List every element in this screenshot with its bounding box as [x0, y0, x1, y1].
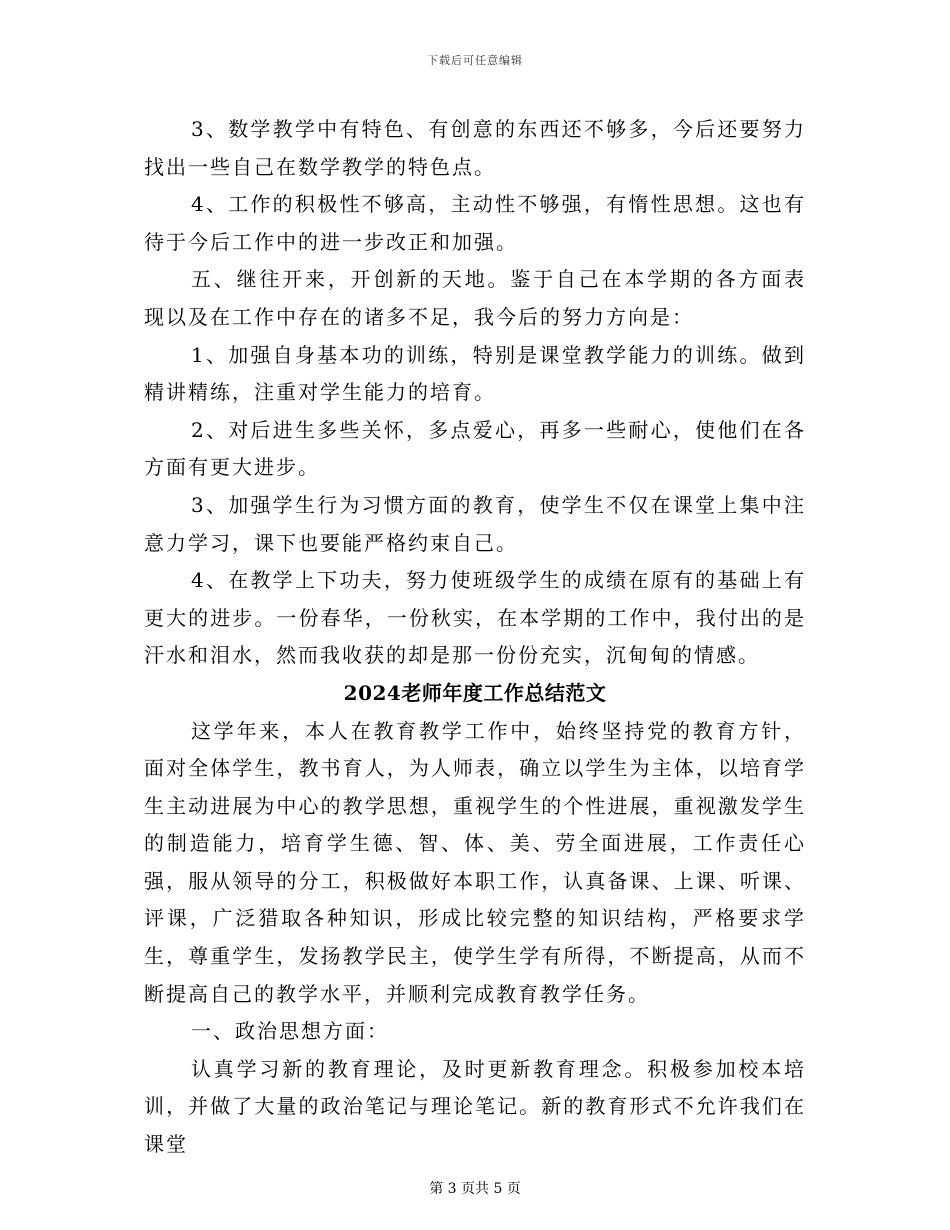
- paragraph: 4、在教学上下功夫，努力使班级学生的成绩在原有的基础上有更大的进步。一份春华，一份秋实，在本学期的工作中，我付出的是汗水和泪水，然而我收获的却是那一份份充实，沉甸甸的情感。: [144, 568, 806, 668]
- section-title: 2024老师年度工作总结范文: [343, 680, 607, 705]
- page-number: 第 3 页共 5 页: [429, 1181, 521, 1197]
- document-body: [144, 111, 806, 1164]
- paragraph: 1、加强自身基本功的训练，特别是课堂教学能力的训练。做到精讲精练，注重对学生能力的培育。: [144, 342, 806, 405]
- paragraph: 这学年来，本人在教育教学工作中，始终坚持党的教育方针，面对全体学生，教书育人，为人师表，确立以学生为主体，以培育学生主动进展为中心的教学思想，重视学生的个性进展，重视激发学生的制造能力，培育学生德、智、体、美、劳全面进展，工作责任心强，服从领导的分工，积极做好本职工作，认真备课、上课、听课、评课，广泛猎取各种知识，形成比较完整的知识结构，严格要求学生，尊重学生，发扬教学民主，使学生学有所得，不断提高，从而不断提高自己的教学水平，并顺利完成教育教学任务。: [144, 718, 806, 1006]
- paragraph: 一、政治思想方面：: [191, 1019, 389, 1044]
- paragraph: 五、继往开来，开创新的天地。鉴于自己在本学期的各方面表现以及在工作中存在的诸多不足，我今后的努力方向是：: [144, 267, 806, 329]
- paragraph: 2、对后进生多些关怀，多点爱心，再多一些耐心，使他们在各方面有更大进步。: [144, 417, 806, 480]
- paragraph: 3、加强学生行为习惯方面的教育，使学生不仅在课堂上集中注意力学习，课下也要能严格约束自己。: [144, 492, 806, 555]
- paragraph: 认真学习新的教育理论，及时更新教育理念。积极参加校本培训，并做了大量的政治笔记与理论笔记。新的教育形式不允许我们在课堂: [144, 1056, 806, 1157]
- paragraph: 4、工作的积极性不够高，主动性不够强，有惰性思想。这也有待于今后工作中的进一步改正和加强。: [144, 192, 806, 254]
- paragraph: 3、数学教学中有特色、有创意的东西还不够多，今后还要努力找出一些自己在数学教学的特色点。: [144, 117, 806, 179]
- page-header: 下载后可任意编辑: [427, 54, 523, 67]
